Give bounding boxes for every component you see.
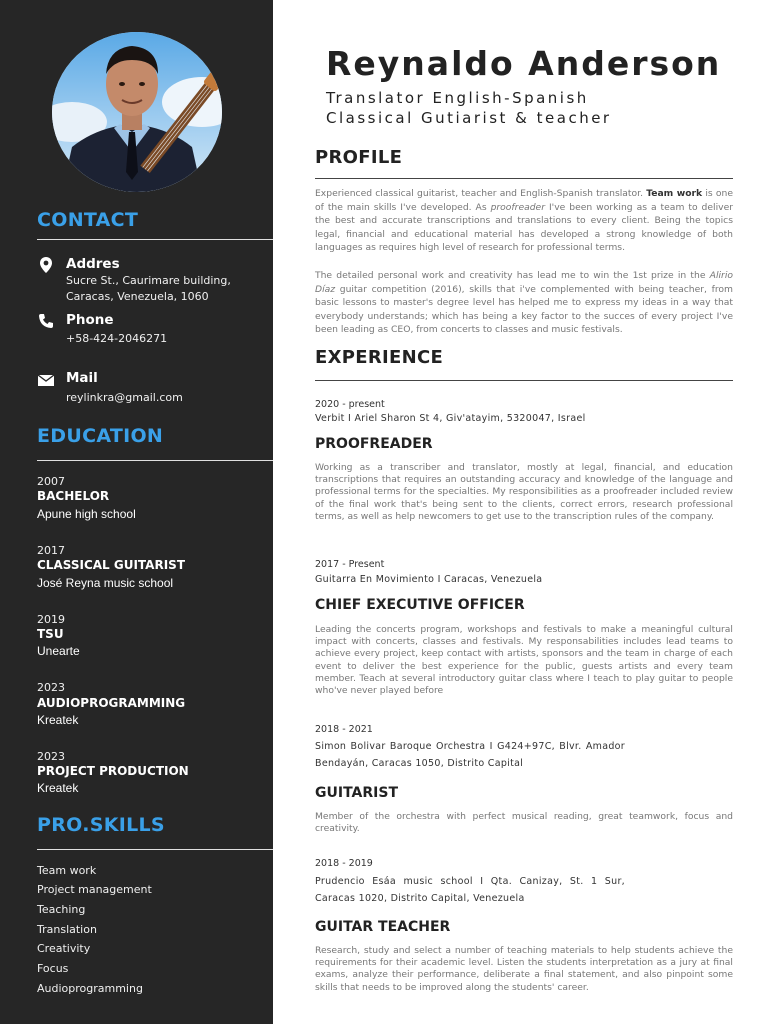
mail-label: Mail [66,370,98,386]
education-school: Kreatek [37,781,79,795]
job-title: GUITAR TEACHER [315,919,451,935]
contact-heading: CONTACT [37,209,139,231]
profile-heading: PROFILE [315,147,403,168]
job-title: GUITARIST [315,785,398,801]
job-date: 2018 - 2021 [315,724,373,735]
phone-icon [37,312,55,330]
job-date: 2020 - present [315,399,385,410]
profile-paragraph-2: The detailed personal work and creativity has lead me to win the 1st prize in the Alirio Díaz guitar competition (2016), skills that i've complemented with being teacher, from basic lessons to master's degree level has helped me to express my ideas in a way that everybody understands; which has being a key factor to the succes of every project I've been leading as CEO, from concerts to classes and music festivals. [315,270,733,336]
address-label: Addres [66,256,120,272]
job-place: Verbit I Ariel Sharon St 4, Giv'atayim, 5320047, Israel [315,413,586,424]
education-year: 2023 [37,750,65,763]
education-year: 2023 [37,681,65,694]
sidebar [0,0,273,1024]
skill-item: Teaching [37,903,86,916]
education-year: 2007 [37,475,65,488]
contact-divider [37,239,273,240]
skill-item: Creativity [37,942,91,955]
education-degree: AUDIOPROGRAMMING [37,696,186,710]
education-year: 2019 [37,613,65,626]
job-description: Leading the concerts program, workshops and festivals to make a meaningful cultural impact with concerts, classes and festivals. My responsabilities includes lead teams to achieve every project, keep contact with artists, sponsors and the team in charge of each event to deliver the best experience for the public, guests artists and every team member. Teach at several introductory guitar class where I teach to play guitar to people who've never played before [315,624,733,697]
experience-heading: EXPERIENCE [315,347,444,368]
person-name: Reynaldo Anderson [326,44,722,83]
portrait-illustration [52,32,222,192]
address-line-1: Sucre St., Caurimare building, [66,274,231,287]
job-title: PROOFREADER [315,436,433,452]
experience-divider [315,380,733,381]
skill-item: Team work [37,864,97,877]
person-subtitle-1: Translator English-Spanish [326,89,589,107]
profile-divider [315,178,733,179]
skill-item: Project management [37,883,152,896]
job-description: Working as a transcriber and translator, mostly at legal, financial, and education transcriptions that requires an outstanding accuracy and knowledge of the language and professional terms for the specialties. My responsibilities as a proofreader included review of the final work that's being sent to the clients, correct errors, research professional terms, as well as help newcomers to get use to the transcription rules of the company. [315,462,733,522]
job-description: Member of the orchestra with perfect musical reading, great teamwork, focus and creativity. [315,811,733,835]
job-description: Research, study and select a number of teaching materials to help students achieve the requirements for their academic level. Listen the students interpretation as a jury at final exams, analyze their performance, deliberate a final statement, and also pinpoint some skills that needs to be improved along the students' career. [315,945,733,993]
skills-divider [37,849,273,850]
education-degree: TSU [37,627,64,641]
job-date: 2017 - Present [315,559,385,570]
profile-photo [52,32,222,192]
skill-item: Translation [37,923,97,936]
main-content [273,0,768,1024]
phone-value: +58-424-2046271 [66,332,168,345]
job-place: Guitarra En Movimiento I Caracas, Venezuela [315,574,543,585]
education-degree: CLASSICAL GUITARIST [37,558,186,572]
job-place: Prudencio Esáa music school I Qta. Canizay, St. 1 Sur, Caracas 1020, Distrito Capital, Venezuela [315,876,625,904]
education-school: Kreatek [37,713,79,727]
phone-label: Phone [66,312,114,328]
education-degree: BACHELOR [37,489,110,503]
education-school: José Reyna music school [37,576,174,590]
education-divider [37,460,273,461]
skill-item: Focus [37,962,69,975]
education-school: Apune high school [37,507,136,521]
address-line-2: Caracas, Venezuela, 1060 [66,290,209,303]
skill-item: Audioprogramming [37,982,143,995]
person-subtitle-2: Classical Gutiarist & teacher [326,109,612,127]
skills-heading: PRO.SKILLS [37,814,165,836]
location-pin-icon [37,256,55,274]
education-degree: PROJECT PRODUCTION [37,764,189,778]
mail-icon [37,371,55,389]
education-year: 2017 [37,544,65,557]
job-place: Simon Bolivar Baroque Orchestra I G424+97C, Blvr. Amador Bendayán, Caracas 1050, Distrito Capital [315,741,625,769]
job-title: CHIEF EXECUTIVE OFFICER [315,597,525,613]
mail-value[interactable]: reylinkra@gmail.com [66,391,183,404]
education-heading: EDUCATION [37,425,164,447]
job-date: 2018 - 2019 [315,858,373,869]
education-school: Unearte [37,644,80,658]
profile-paragraph-1: Experienced classical guitarist, teacher and English-Spanish translator. Team work is one of the main skills I've developed. As proofreader I've been working as a team to deliver the best and accurate transcriptions and translations to every client. Being the topics legal, financial and educational material has developed a strong knowledge of both languages as requires high level of research for professional terms. [315,188,733,254]
